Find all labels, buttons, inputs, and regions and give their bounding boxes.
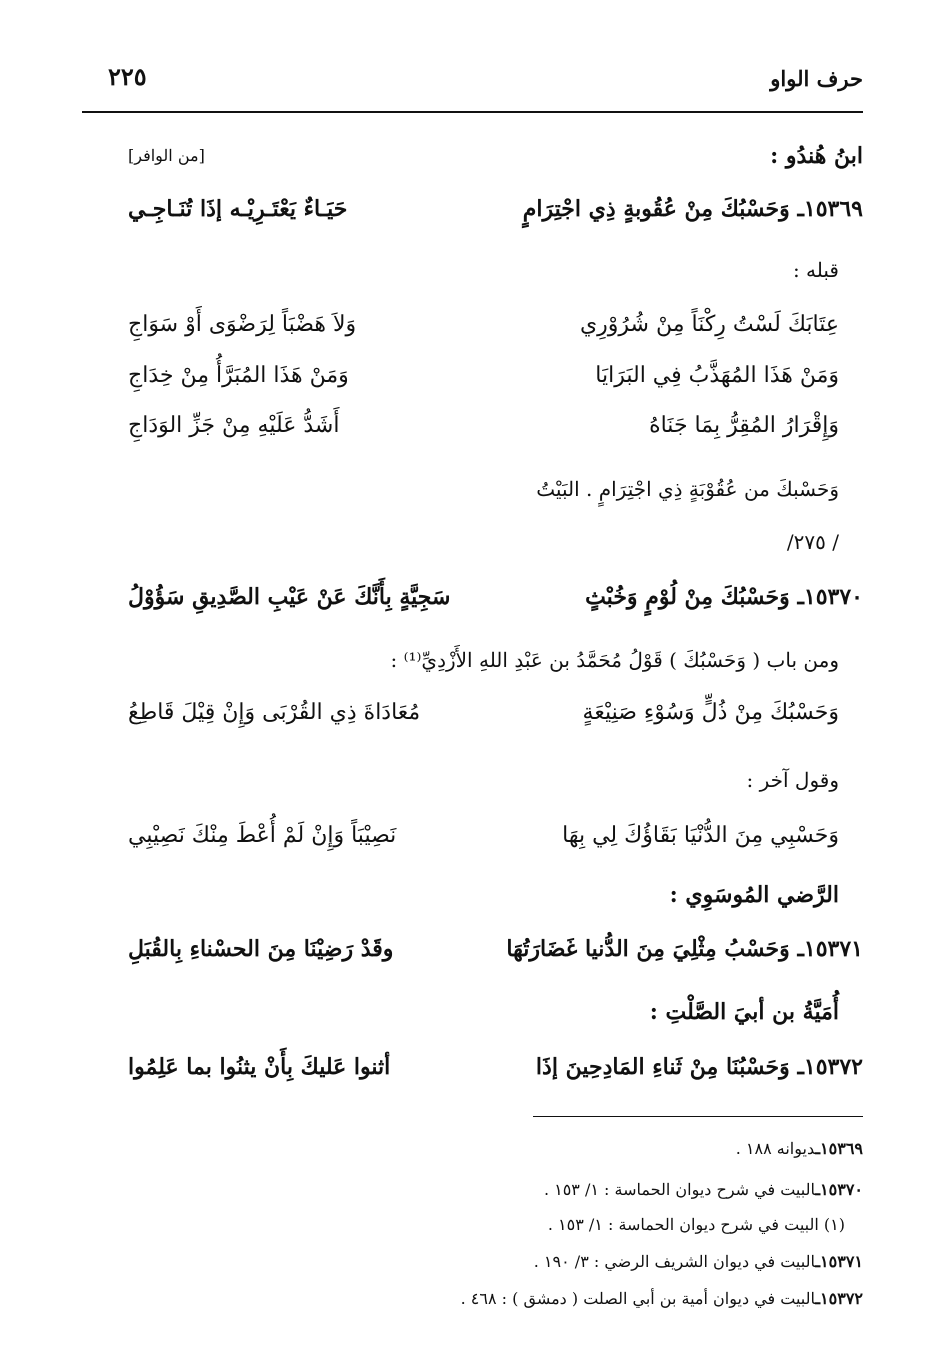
- footnote: [534, 1252, 863, 1271]
- footnote-text: ديوانه ١٨٨ .: [735, 1139, 816, 1158]
- footnote-text: البيت في ديوان أمية بن أبي الصلت ( دمشق ) : ٤٦٨ .: [460, 1289, 816, 1308]
- footnote-divider: [533, 1116, 863, 1117]
- verse-second-hemistich: مُعَادَاةَ ذِي القُرْبَى وَإِنْ قِيْلَ قَاطِعُ: [128, 700, 421, 725]
- hemistich-text: وَحَسْبُ مِثْلِيَ مِنَ الدُّنيا غَضَارَتُهَا: [506, 936, 790, 962]
- hemistich-text: وَحَسْبُكَ مِنْ عُقُوبةٍ ذِي اجْتِرَامٍ: [522, 196, 790, 222]
- verse-number: ١٥٣٧٢ـ: [797, 1054, 863, 1080]
- verse-first-hemistich: وَمَنْ هَذَا المُهَذَّبُ فِي البَرَايَا: [595, 363, 839, 388]
- verse-first-hemistich: عِتَابَكَ لَسْتُ رِكْنَاً مِنْ شُرُوْرِي: [579, 312, 839, 337]
- footnote-text: البيت في شرح ديوان الحماسة : ١/ ١٥٣ .: [543, 1180, 816, 1199]
- hemistich-text: وَحَسْبُنَا مِنْ ثَناءِ المَادِحِينَ إذَا: [535, 1054, 790, 1080]
- verse-first-hemistich: [536, 1054, 863, 1094]
- intro-text: قبله :: [792, 258, 839, 282]
- verse-15371: [128, 936, 863, 976]
- footnote: [548, 1215, 845, 1234]
- verse-15372: [128, 1054, 863, 1094]
- verse-line: [128, 363, 839, 403]
- footnote: [461, 1289, 863, 1308]
- verse-first-hemistich: [585, 584, 863, 624]
- footnote-number: ١٥٣٧١ـ: [815, 1252, 863, 1271]
- prose-line: وَحَسْبكَ من عُقُوْبَةٍ ذِي اجْتِرَامٍ . البَيْتُ: [536, 477, 839, 501]
- meter-label: [من الوافر]: [128, 146, 205, 165]
- verse-first-hemistich: وَحَسْبُكَ مِنْ ذُلٍّ وَسُوْءِ صَنِيْعَةٍ: [582, 700, 839, 725]
- verse-first-hemistich: وَإِقْرَارُ المُقِرُّ بِمَا جَنَاهُ: [649, 413, 839, 438]
- verse-15370: [128, 584, 863, 624]
- footnote-number: ١٥٣٦٩ـ: [815, 1139, 863, 1158]
- verse-second-hemistich: أَشَدُّ عَلَيْهِ مِنْ جَزِّ الوَدَاجِ: [128, 413, 340, 438]
- verse-second-hemistich: أثنوا عَليكَ بِأَنْ يثنُوا بما عَلِمُوا: [128, 1054, 391, 1080]
- verse-first-hemistich: [523, 196, 863, 236]
- footnote-number: ١٥٣٧٠ـ: [815, 1180, 863, 1199]
- verse-second-hemistich: وقَدْ رَضِيْنَا مِنَ الحسْناءِ بِالقُبَلِ: [128, 936, 394, 962]
- poet-name: أُمَيَّةُ بن أبيَ الصَّلْتِ :: [649, 999, 839, 1025]
- verse-number: ١٥٣٧١ـ: [797, 936, 863, 962]
- verse-second-hemistich: وَلاَ هَضْبَاً لِرَضْوَى أَوْ سَوَاجِ: [128, 312, 357, 337]
- verse-second-hemistich: نَصِيْبَاً وَإِنْ لَمْ أُعْطَ مِنْكَ نَصِيْبِي: [128, 823, 397, 848]
- hemistich-text: وَحَسْبُكَ مِنْ لُوْمٍ وَخُبْثٍ: [585, 584, 790, 610]
- verse-second-hemistich: سَجِيَّةٍ بِأَنَّكَ عَنْ عَيْبِ الصَّدِيقِ سَؤُوْلُ: [128, 584, 451, 610]
- prose-line: ومن باب ( وَحَسْبُكَ ) قَوْلُ مُحَمَّدُ بن عَبْدِ اللهِ الأَزْدِيِّ⁽¹⁾ :: [390, 648, 839, 672]
- footnote-text: البيت في شرح ديوان الحماسة : ١/ ١٥٣ .: [547, 1215, 819, 1234]
- header-divider: [82, 111, 863, 113]
- footnote-number: (١): [823, 1215, 845, 1234]
- verse-number: ١٥٣٧٠ـ: [797, 584, 863, 610]
- page-number: ٢٢٥: [108, 62, 147, 91]
- verse-number: ١٥٣٦٩ـ: [797, 196, 863, 222]
- verse-first-hemistich: وَحَسْبِي مِنَ الدُّنْيَا بَقَاؤُكَ لِي بِهَا: [562, 823, 839, 848]
- footnote: [544, 1180, 863, 1199]
- verse-line: [128, 700, 839, 740]
- verse-first-hemistich: [506, 936, 863, 976]
- running-header-title: حرف الواو: [770, 66, 863, 91]
- verse-line: [128, 413, 839, 453]
- verse-line: [128, 823, 839, 863]
- footnote-text: البيت في ديوان الشريف الرضي : ٣/ ١٩٠ .: [533, 1252, 816, 1271]
- page-reference: / ٢٧٥/: [786, 530, 839, 554]
- footnote-number: ١٥٣٧٢ـ: [815, 1289, 863, 1308]
- poet-name: ابنُ هُندُو :: [770, 143, 863, 169]
- verse-second-hemistich: وَمَنْ هَذَا المُبَرَّأُ مِنْ خِدَاجِ: [128, 363, 349, 388]
- verse-line: [128, 312, 839, 352]
- prose-line: وقول آخر :: [746, 768, 839, 792]
- footnote: [736, 1139, 863, 1158]
- verse-15369: [128, 196, 863, 236]
- verse-second-hemistich: حَيَـاءٌ يَعْتَـرِيْـه إذَا تُنَـاجِـي: [128, 196, 348, 222]
- poet-name: الرَّضي المُوسَوِي :: [669, 882, 839, 908]
